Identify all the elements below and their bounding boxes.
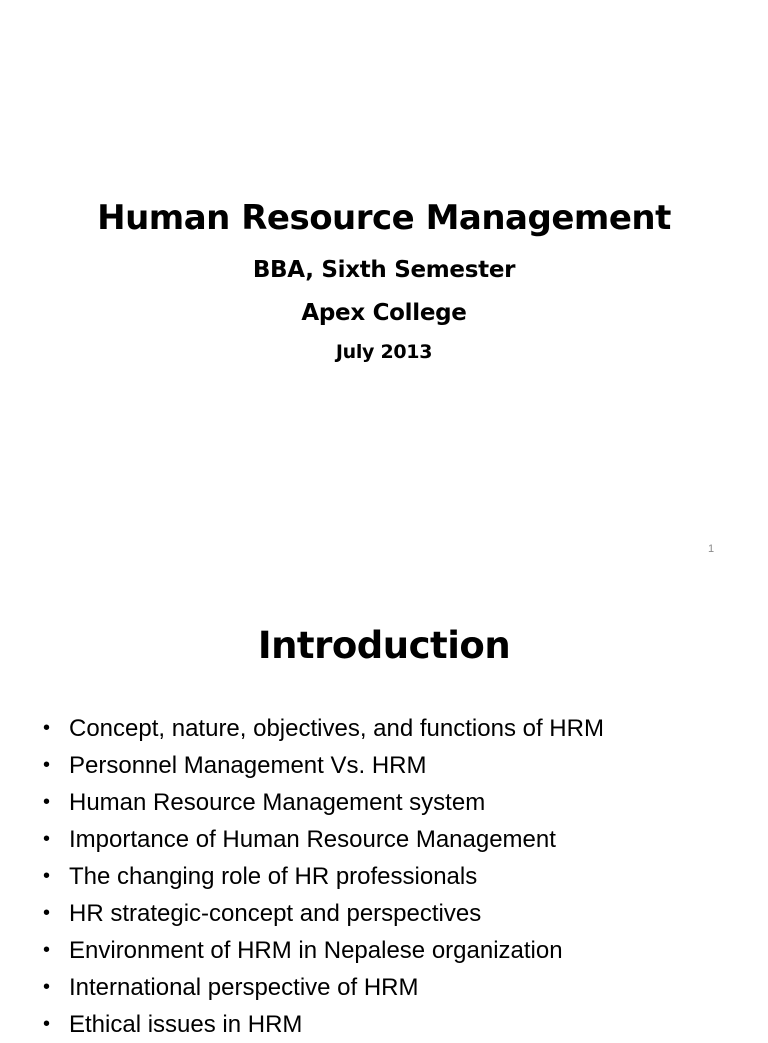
list-item [43, 1006, 604, 1043]
list-item-text: Concept, nature, objectives, and functions of HRM [69, 715, 604, 742]
list-item [43, 747, 604, 784]
bullet-icon: • [43, 902, 51, 924]
college-subtitle: Apex College [301, 300, 467, 326]
list-item-text: Environment of HRM in Nepalese organization [69, 937, 563, 964]
slide-title: Human Resource Management [97, 198, 671, 238]
bullet-icon: • [43, 939, 51, 961]
list-item [43, 821, 604, 858]
list-item-text: Human Resource Management system [69, 789, 486, 816]
list-item-text: Personnel Management Vs. HRM [69, 752, 427, 779]
list-item-text: Ethical issues in HRM [69, 1011, 303, 1038]
list-item-text: International perspective of HRM [69, 974, 419, 1001]
list-item-text: Importance of Human Resource Management [69, 826, 556, 853]
list-item [43, 784, 604, 821]
bullet-icon: • [43, 1013, 51, 1035]
list-item-text: The changing role of HR professionals [69, 863, 478, 890]
list-item [43, 710, 604, 747]
slide-page-number: 1 [708, 543, 715, 555]
list-item [43, 932, 604, 969]
slide-heading: Introduction [257, 624, 511, 667]
bullet-icon: • [43, 791, 51, 813]
introduction-slide [0, 576, 768, 1038]
list-item [43, 895, 604, 932]
bullet-icon: • [43, 976, 51, 998]
date-subtitle: July 2013 [335, 341, 433, 363]
bullet-icon: • [43, 717, 51, 739]
bullet-icon: • [43, 754, 51, 776]
topic-list [43, 710, 604, 1043]
list-item [43, 858, 604, 895]
bullet-icon: • [43, 828, 51, 850]
course-subtitle: BBA, Sixth Semester [252, 257, 516, 283]
bullet-icon: • [43, 865, 51, 887]
list-item-text: HR strategic-concept and perspectives [69, 900, 482, 927]
list-item [43, 969, 604, 1006]
